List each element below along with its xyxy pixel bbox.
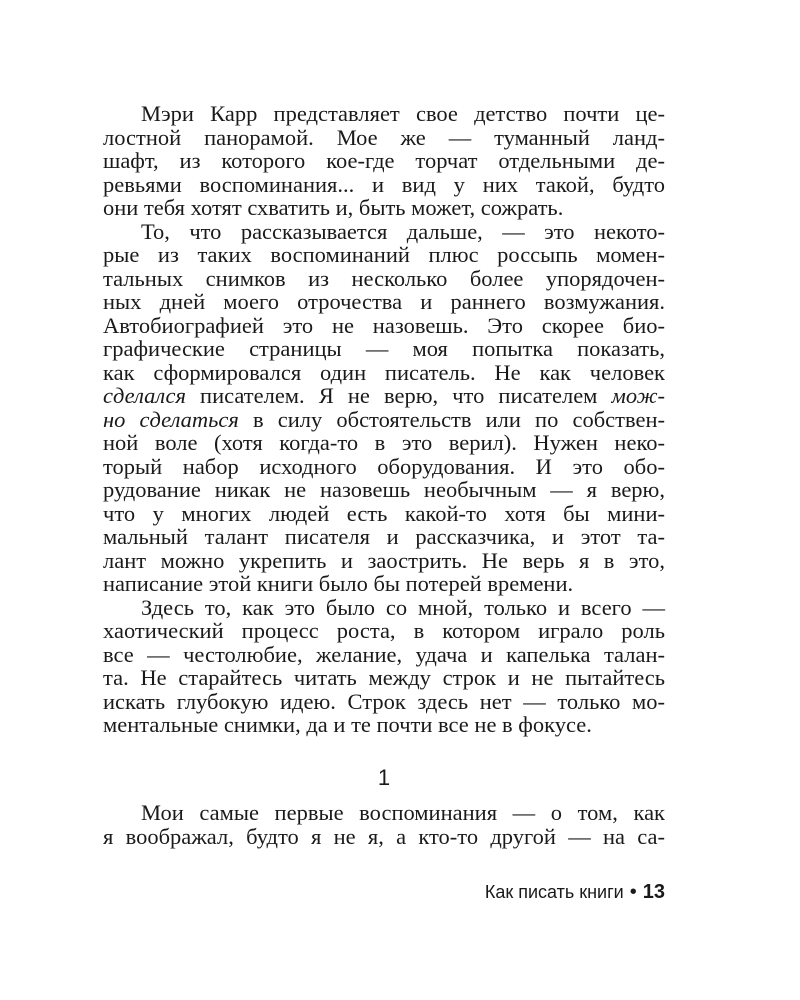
- bullet-separator: •: [629, 881, 637, 903]
- text-line: искать глубокую идею. Строк здесь нет — только мо-: [103, 688, 665, 714]
- text-line: торый набор исходного оборудования. И это обо-: [103, 453, 665, 479]
- text-line: хаотический процесс роста, в котором играло роль: [103, 618, 665, 643]
- text-line: лант можно укрепить и заострить. Не верь я в это,: [103, 547, 665, 573]
- text-line: рудование никак не назовешь необычным — я верю,: [103, 477, 665, 502]
- text-line: [103, 384, 665, 408]
- text-segment: писателем. Я не верю, что писателем: [185, 383, 612, 408]
- italic-text: мож-: [611, 383, 665, 408]
- text-line: ментальные снимки, да и те почти все не в фокусе.: [103, 712, 592, 737]
- running-footer: [485, 880, 665, 904]
- text-line: что у многих людей есть какой-то хотя бы мини-: [103, 500, 665, 526]
- text-line: Мои самые первые воспоминания — о том, как: [141, 800, 665, 825]
- text-line: ных дней моего отрочества и раннего возмужания.: [103, 289, 665, 314]
- italic-text: но сделаться: [103, 406, 239, 432]
- text-line: они тебя хотят схватить и, быть может, сожрать.: [103, 195, 564, 220]
- page-number: 13: [642, 881, 665, 903]
- body-text-chapter: [103, 801, 665, 848]
- text-line: как сформировался один писатель. Не как человек: [103, 359, 665, 385]
- text-line: мальный талант писателя и рассказчика, и этот та-: [103, 524, 665, 549]
- text-line: рые из таких воспоминаний плюс россыпь момен-: [103, 242, 665, 267]
- text-line: та. Не старайтесь читать между строк и не пытайтесь: [103, 665, 665, 690]
- text-line: я воображал, будто я не я, а кто-то другой — на са-: [103, 823, 665, 849]
- text-line: То, что рассказывается дальше, — это некото-: [141, 218, 665, 244]
- text-segment: в силу обстоятельств или по собствен-: [238, 406, 665, 432]
- text-line: Мэри Карр представляет свое детство почти це-: [141, 101, 665, 126]
- text-line: Автобиографией это не назовешь. Это скорее био-: [103, 312, 665, 338]
- chapter-number: 1: [377, 765, 391, 790]
- text-line: [103, 408, 665, 432]
- italic-text: сделался: [103, 383, 186, 408]
- book-title: Как писать книги: [484, 882, 624, 902]
- text-line: ной воле (хотя когда-то в это верил). Нужен неко-: [103, 430, 665, 455]
- text-line: ревьями воспоминания... и вид у них такой, будто: [103, 171, 665, 197]
- text-line: написание этой книги было бы потерей времени.: [103, 571, 574, 596]
- text-line: все — честолюбие, желание, удача и капелька талан-: [103, 641, 665, 667]
- text-line: графические страницы — моя попытка показать,: [103, 336, 665, 361]
- text-line: лостной панорамой. Мое же — туманный ланд-: [103, 124, 665, 150]
- text-line: Здесь то, как это было со мной, только и всего —: [141, 594, 665, 620]
- text-line: шафт, из которого кое-где торчат отдельными де-: [103, 148, 665, 173]
- text-line: тальных снимков из несколько более упорядочен-: [103, 265, 665, 291]
- body-text-intro: [103, 102, 665, 737]
